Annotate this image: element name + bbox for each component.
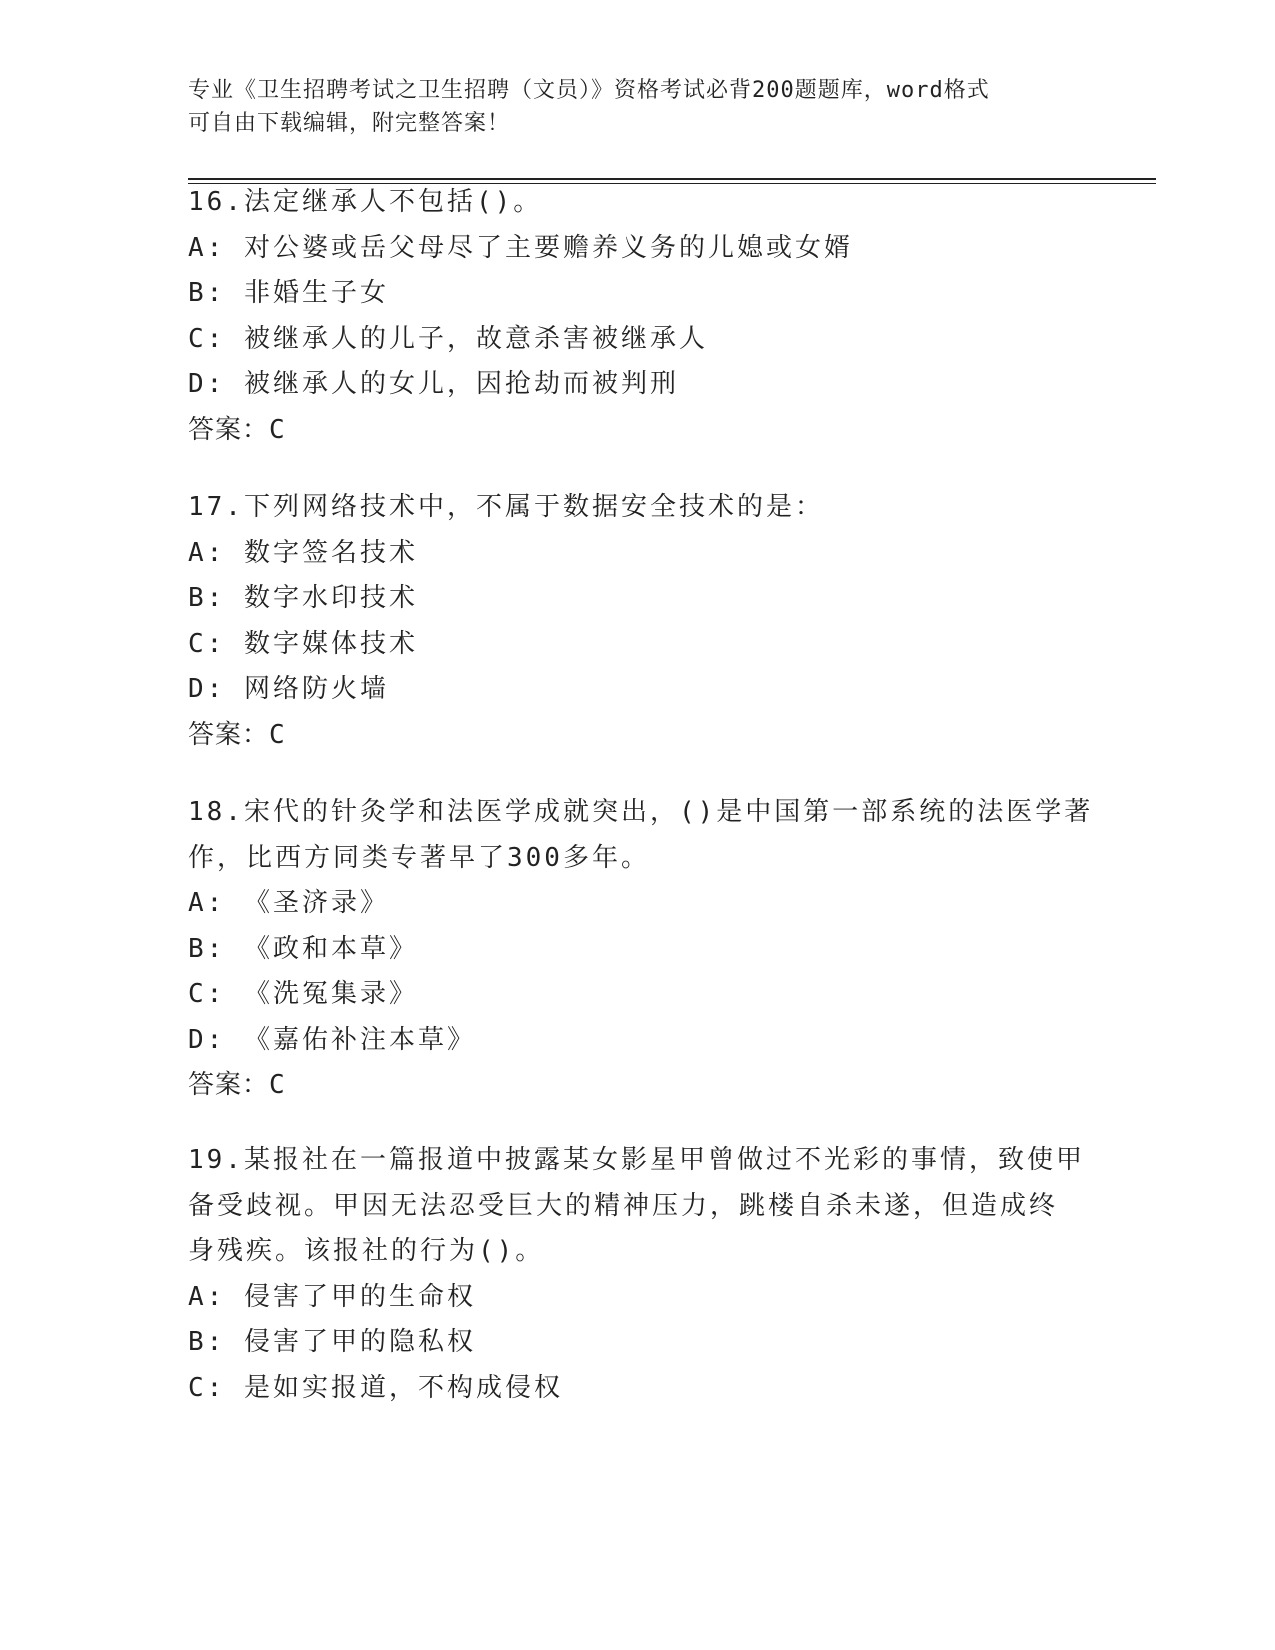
option-a: A: 对公婆或岳父母尽了主要赡养义务的儿媳或女婿 — [188, 232, 853, 263]
question-stem: 16.法定继承人不包括()。 — [188, 187, 543, 217]
option-c: C: 是如实报道，不构成侵权 — [188, 1372, 563, 1403]
question-stem: 19.某报社在一篇报道中披露某女影星甲曾做过不光彩的事情，致使甲 — [188, 1145, 1085, 1175]
option-d: D: 网络防火墙 — [188, 674, 389, 704]
header-line-2: 可自由下载编辑，附完整答案！ — [188, 111, 511, 136]
question-stem-continued: 备受歧视。甲因无法忍受巨大的精神压力，跳楼自杀未遂，但造成终 — [188, 1190, 1059, 1221]
question-16 — [188, 180, 1088, 453]
question-18 — [188, 790, 1094, 1109]
option-c: C: 《洗冤集录》 — [188, 979, 418, 1009]
question-stem: 17.下列网络技术中，不属于数据安全技术的是： — [188, 492, 824, 522]
question-stem: 18.宋代的针灸学和法医学成就突出，()是中国第一部系统的法医学著 — [188, 797, 1094, 827]
question-17 — [188, 485, 1088, 758]
option-d: D: 《嘉佑补注本草》 — [188, 1024, 476, 1055]
answer-label: 答案：C — [188, 414, 286, 445]
option-b: B: 数字水印技术 — [188, 583, 418, 613]
question-stem-continued: 作，比西方同类专著早了300多年。 — [188, 842, 650, 873]
option-a: A: 侵害了甲的生命权 — [188, 1281, 476, 1312]
document-header — [188, 74, 1068, 140]
option-a: A: 《圣济录》 — [188, 888, 389, 918]
header-line-1: 专业《卫生招聘考试之卫生招聘（文员）》资格考试必背200题题库，word格式 — [188, 78, 990, 103]
option-b: B: 《政和本草》 — [188, 933, 418, 964]
option-b: B: 非婚生子女 — [188, 278, 389, 308]
option-b: B: 侵害了甲的隐私权 — [188, 1327, 476, 1357]
option-a: A: 数字签名技术 — [188, 537, 418, 568]
answer-label: 答案：C — [188, 719, 286, 750]
question-stem-continued: 身残疾。该报社的行为()。 — [188, 1236, 545, 1266]
option-c: C: 被继承人的儿子，故意杀害被继承人 — [188, 323, 708, 354]
option-d: D: 被继承人的女儿，因抢劫而被判刑 — [188, 369, 679, 399]
option-c: C: 数字媒体技术 — [188, 628, 418, 659]
question-19 — [188, 1138, 1088, 1411]
answer-label: 答案：C — [188, 1070, 286, 1100]
